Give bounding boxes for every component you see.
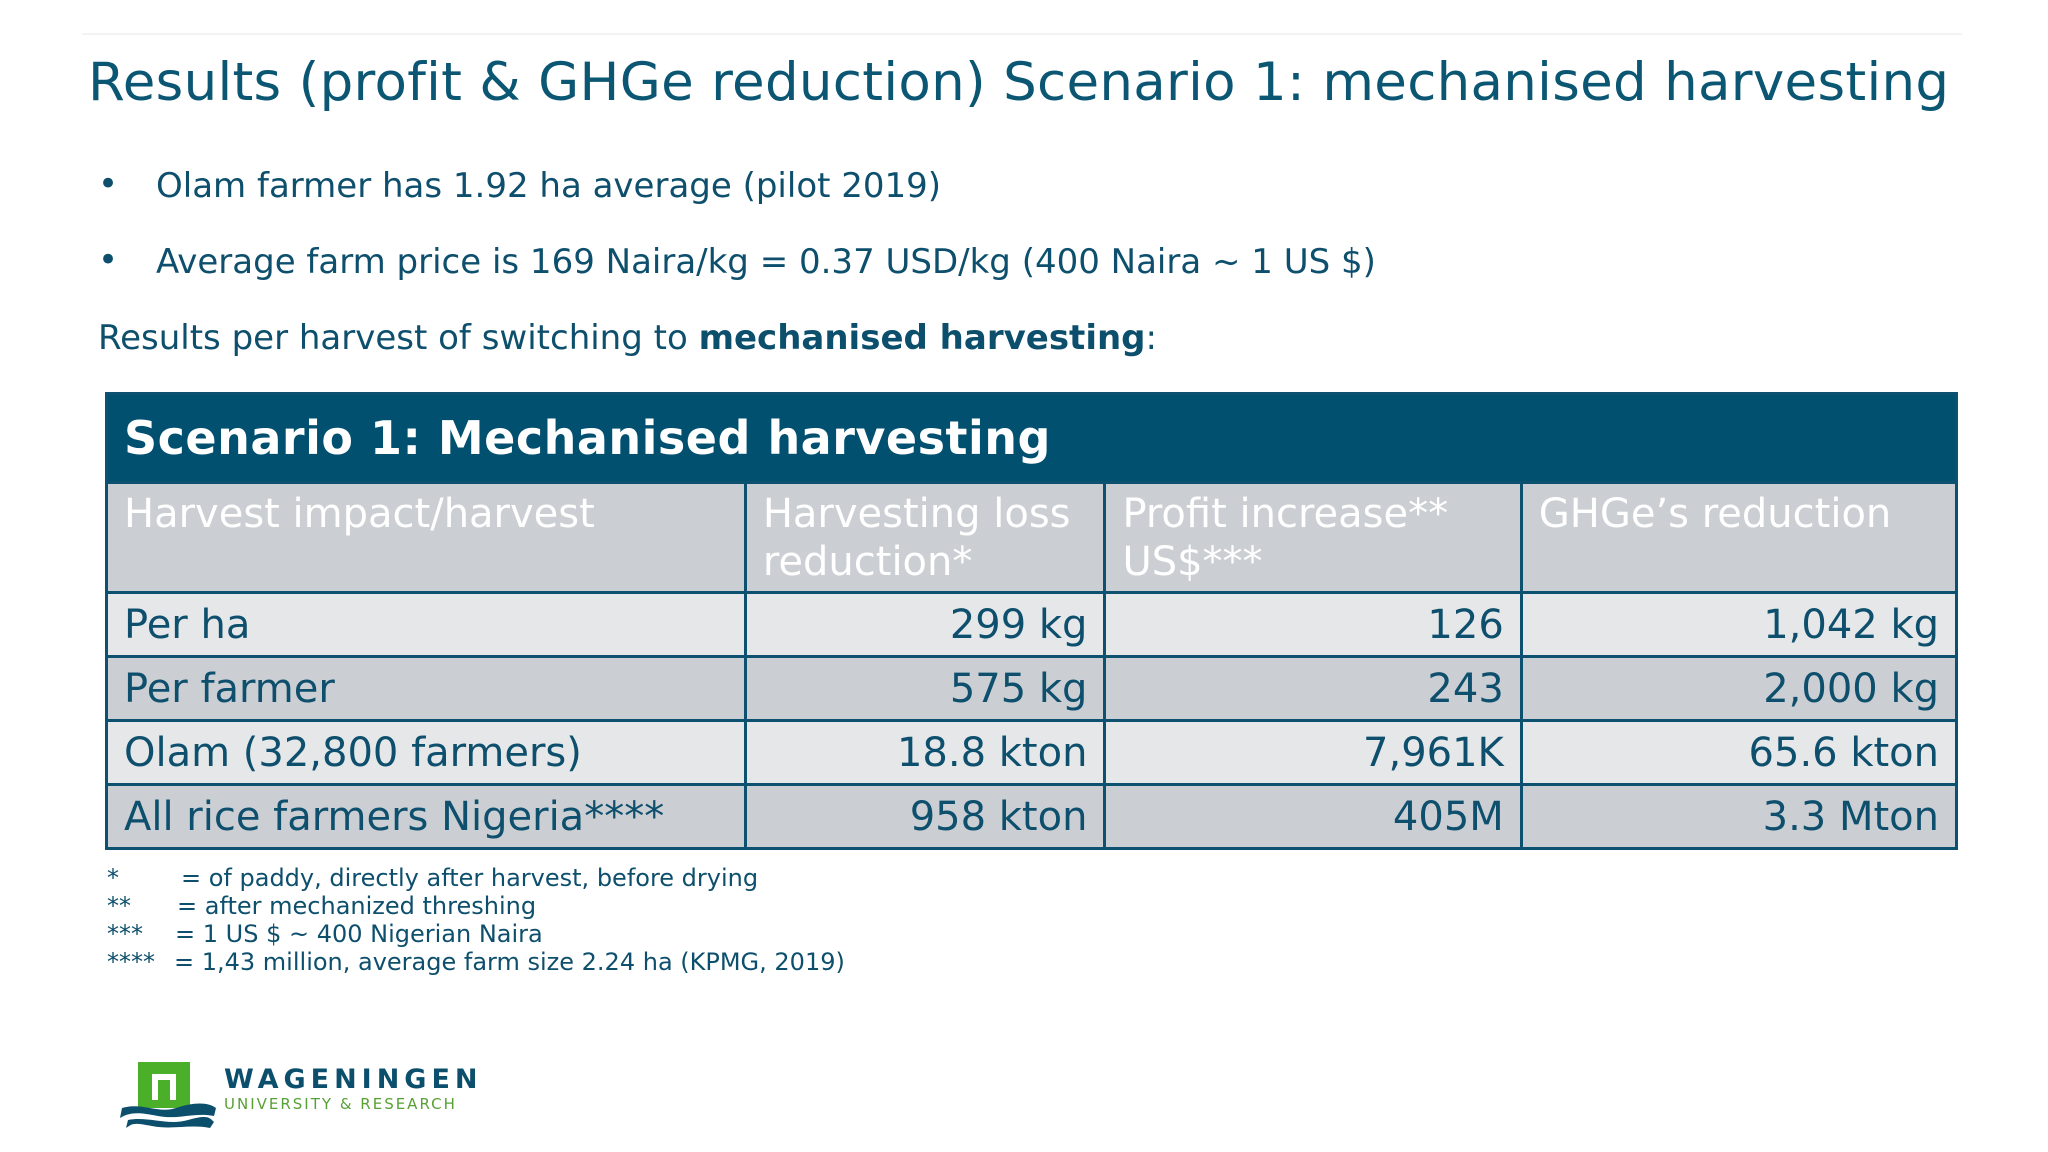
top-rule — [82, 33, 1962, 35]
row-label: Olam (32,800 farmers) — [107, 721, 746, 785]
table-cell: 1,042 kg — [1521, 593, 1956, 657]
footnote-text: = 1,43 million, average farm size 2.24 ha (KPMG, 2019) — [174, 948, 845, 976]
table-cell: 575 kg — [745, 657, 1105, 721]
table-cell: 299 kg — [745, 593, 1105, 657]
footnote-text: = 1 US $ ~ 400 Nigerian Naira — [175, 920, 543, 948]
table-cell: 2,000 kg — [1521, 657, 1956, 721]
column-header: Harvest impact/harvest — [107, 483, 746, 593]
table-row — [107, 785, 1957, 849]
table-cell: 65.6 kton — [1521, 721, 1956, 785]
footnote-text: = of paddy, directly after harvest, before drying — [181, 864, 759, 892]
wur-logo-icon — [118, 1058, 218, 1130]
table-cell: 405M — [1105, 785, 1521, 849]
table-header-row — [107, 483, 1957, 593]
table-banner: Scenario 1: Mechanised harvesting — [107, 394, 1957, 483]
table-cell: 126 — [1105, 593, 1521, 657]
column-header: Profit increase** US$*** — [1105, 483, 1521, 593]
lead-sentence — [98, 318, 1157, 358]
row-label: All rice farmers Nigeria**** — [107, 785, 746, 849]
row-label: Per farmer — [107, 657, 746, 721]
bullet-dot-icon: • — [98, 240, 119, 280]
row-label: Per ha — [107, 593, 746, 657]
table-cell: 3.3 Mton — [1521, 785, 1956, 849]
footnote-mark: ** — [107, 892, 131, 920]
footnote-text: = after mechanized threshing — [177, 892, 537, 920]
lead-suffix: : — [1145, 318, 1157, 358]
table-row — [107, 721, 1957, 785]
table-row — [107, 593, 1957, 657]
footnote-mark: *** — [107, 920, 143, 948]
table-cell: 958 kton — [745, 785, 1105, 849]
logo-subtitle: UNIVERSITY & RESEARCH — [224, 1095, 457, 1113]
table-cell: 7,961K — [1105, 721, 1521, 785]
column-header: GHGe’s reduction — [1521, 483, 1956, 593]
footnote-mark: * — [107, 864, 119, 892]
logo-name: WAGENINGEN — [224, 1064, 483, 1095]
lead-prefix: Results per harvest of switching to — [98, 318, 699, 358]
table-cell: 243 — [1105, 657, 1521, 721]
bullet-dot-icon: • — [98, 164, 119, 204]
footnote-mark: **** — [107, 948, 155, 976]
bullet-text: Olam farmer has 1.92 ha average (pilot 2019) — [156, 166, 942, 206]
lead-bold: mechanised harvesting — [698, 318, 1146, 358]
table-row — [107, 657, 1957, 721]
results-table — [105, 392, 1958, 850]
bullet-text: Average farm price is 169 Naira/kg = 0.37 USD/kg (400 Naira ~ 1 US $) — [156, 242, 1376, 282]
column-header: Harvesting loss reduction* — [745, 483, 1105, 593]
table-cell: 18.8 kton — [745, 721, 1105, 785]
slide-title: Results (profit & GHGe reduction) Scenario 1: mechanised harvesting — [88, 52, 1950, 113]
